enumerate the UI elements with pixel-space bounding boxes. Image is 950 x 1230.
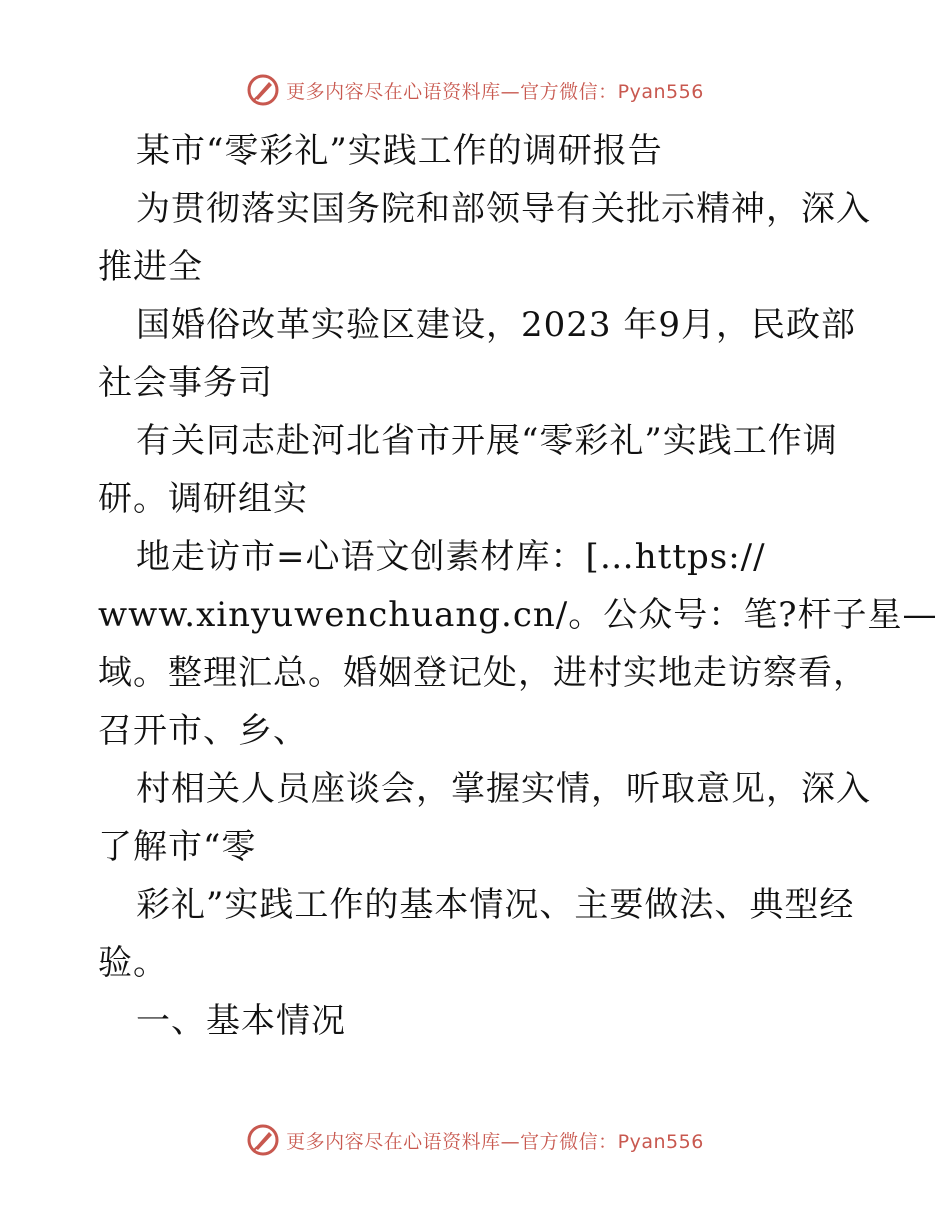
paragraph-line: 地走访市=心语文创素材库：[…https:// [136,537,766,577]
paragraph-line: 国婚俗改革实验区建设，2023 年9月，民政部 [136,305,856,345]
quill-pen-logo-icon [246,73,280,107]
paragraph-line: 彩礼”实践工作的基本情况、主要做法、典型经 [136,885,855,925]
section-heading: 一、基本情况 [136,1001,346,1041]
document-title: 某市“零彩礼”实践工作的调研报告 [136,131,663,171]
footer-banner-text: 更多内容尽在心语资料库—官方微信：Pyan556 [286,1130,704,1153]
document-body [98,122,938,1050]
paragraph-line: www.xinyuwenchuang.cn/。公众号：笔?杆子星— [98,595,938,635]
paragraph-line: 域。整理汇总。婚姻登记处，进村实地走访察看， [98,653,868,693]
quill-pen-logo-icon [246,1123,280,1157]
paragraph-line: 村相关人员座谈会，掌握实情，听取意见，深入 [136,769,871,809]
paragraph-line: 了解市“零 [98,827,257,867]
header-watermark-banner [0,70,950,110]
paragraph-line: 社会事务司 [98,363,273,403]
paragraph-line: 验。 [98,943,168,983]
paragraph-line: 推进全 [98,247,203,287]
paragraph-line: 为贯彻落实国务院和部领导有关批示精神，深入 [136,189,871,229]
paragraph-line: 有关同志赴河北省市开展“零彩礼”实践工作调 [136,421,838,461]
footer-watermark-banner [0,1120,950,1160]
paragraph-line: 研。调研组实 [98,479,308,519]
paragraph-line: 召开市、乡、 [98,711,308,751]
header-banner-text: 更多内容尽在心语资料库—官方微信：Pyan556 [286,80,704,103]
